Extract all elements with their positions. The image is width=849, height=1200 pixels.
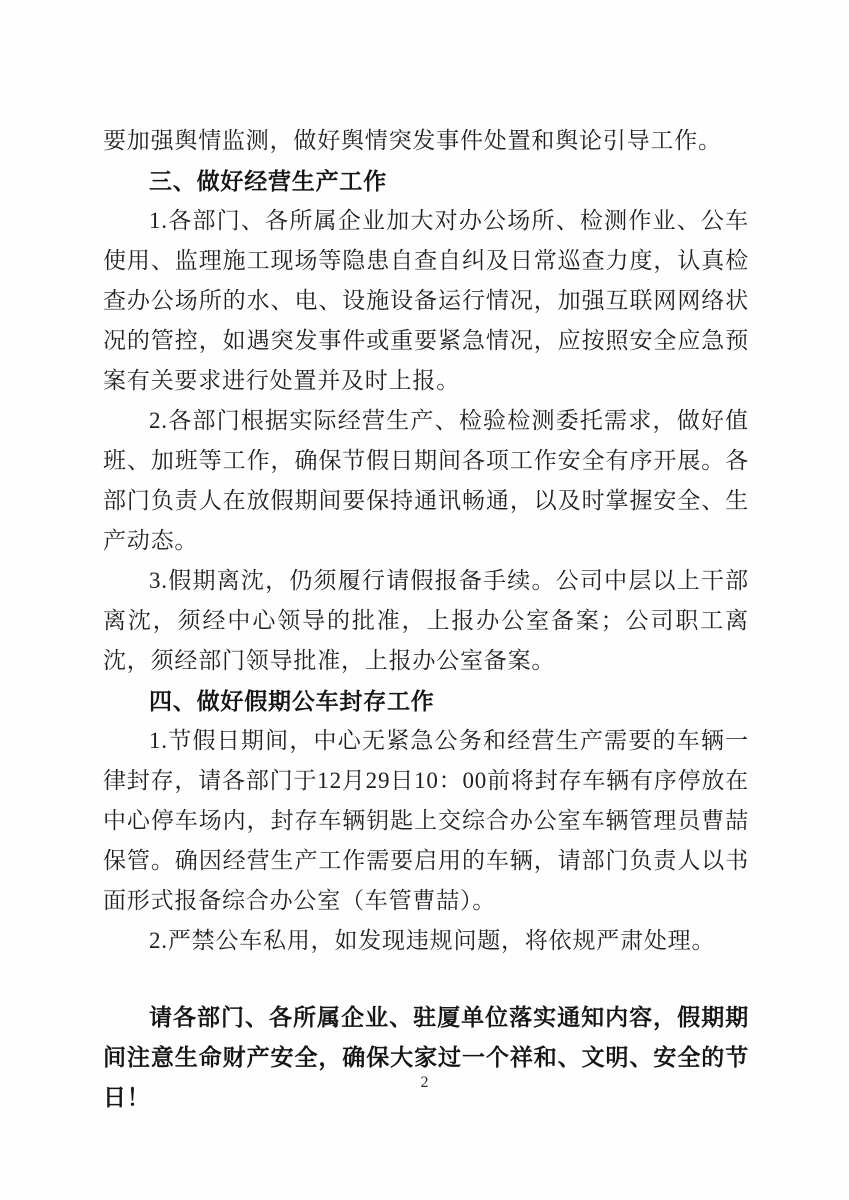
paragraph: 1.节假日期间，中心无紧急公务和经营生产需要的车辆一律封存，请各部门于12月29日10：00前将封存车辆有序停放在中心停车场内，封存车辆钥匙上交综合办公室车辆管理员曹喆保管。确因经营生产工作需要启用的车辆，请部门负责人以书面形式报备综合办公室（车管曹喆）。 xyxy=(103,728,749,913)
paragraph: 2.严禁公车私用，如发现违规问题，将依规严肃处理。 xyxy=(149,928,716,953)
paragraph: 1.各部门、各所属企业加大对办公场所、检测作业、公车使用、监理施工现场等隐患自查自纠及日常巡查力度，认真检查办公场所的水、电、设施设备运行情况，加强互联网网络状况的管控，如遇突发事件或重要紧急情况，应按照安全应急预案有关要求进行处置并及时上报。 xyxy=(103,208,749,393)
closing-paragraph: 请各部门、各所属企业、驻厦单位落实通知内容，假期期间注意生命财产安全，确保大家过一个祥和、文明、安全的节日！ xyxy=(103,1004,749,1110)
paragraph: 3.假期离沈，仍须履行请假报备手续。公司中层以上干部离沈，须经中心领导的批准，上报办公室备案；公司职工离沈，须经部门领导批准，上报办公室备案。 xyxy=(103,568,749,673)
paragraph-continuation: 要加强舆情监测，做好舆情突发事件处置和舆论引导工作。 xyxy=(103,128,722,153)
document-content xyxy=(103,121,749,1117)
paragraph: 2.各部门根据实际经营生产、检验检测委托需求，做好值班、加班等工作，确保节假日期间各项工作安全有序开展。各部门负责人在放假期间要保持通讯畅通，以及时掌握安全、生产动态。 xyxy=(103,408,749,553)
page-number: 2 xyxy=(420,1074,429,1091)
section-heading-three: 三、做好经营生产工作 xyxy=(149,168,387,194)
section-heading-four: 四、做好假期公车封存工作 xyxy=(149,688,435,714)
